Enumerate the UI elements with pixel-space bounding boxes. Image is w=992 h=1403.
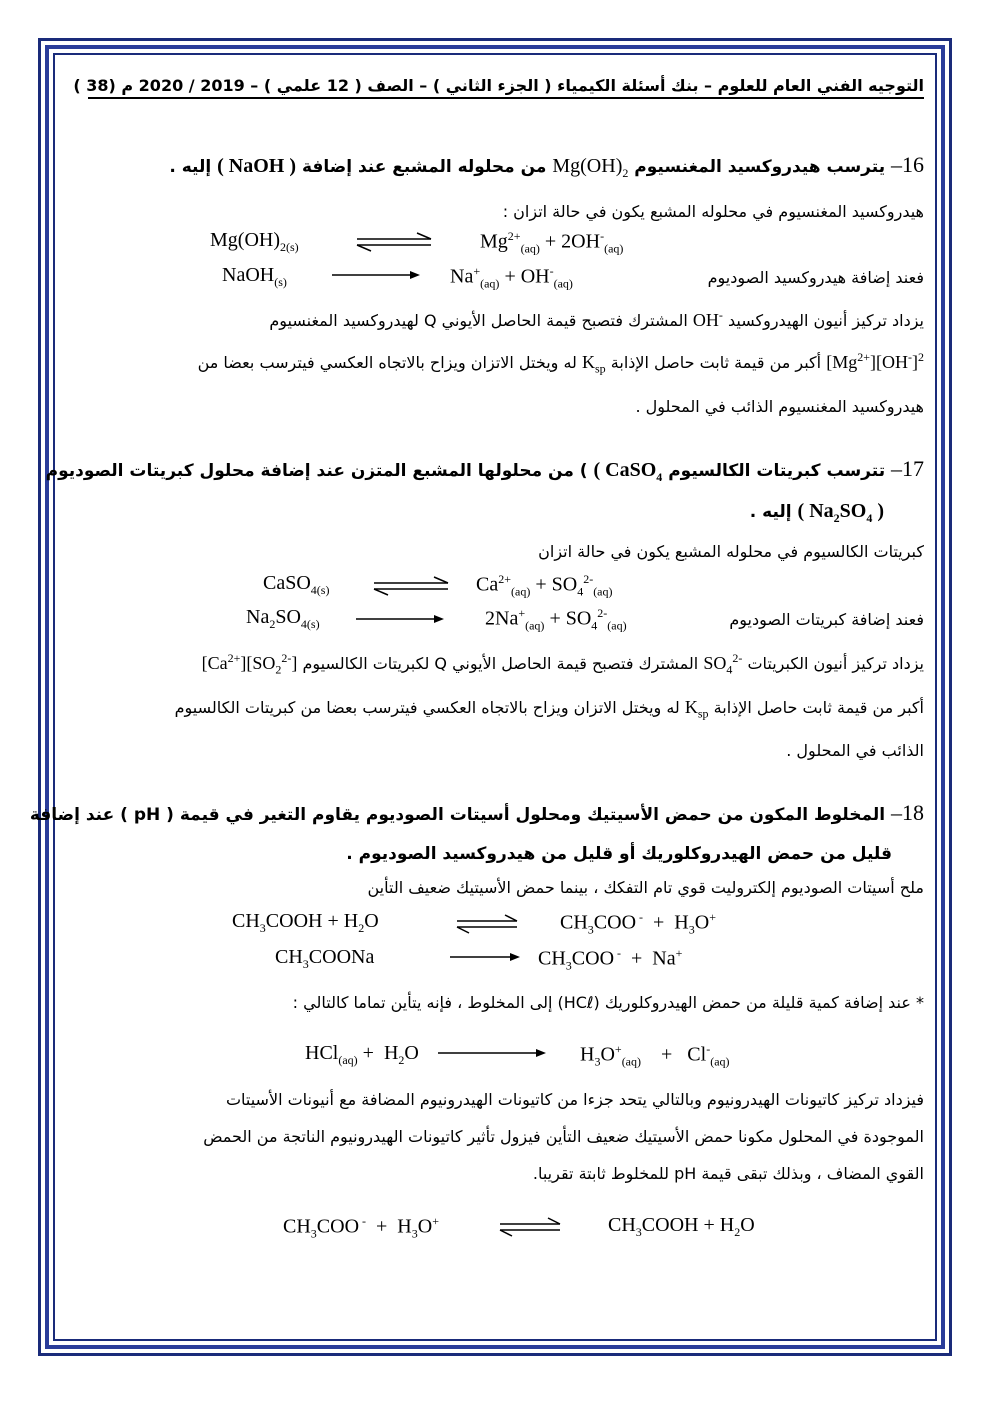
eq-text: COO xyxy=(571,947,615,970)
q16-intro-line: هيدروكسيد المغنسيوم في محلوله المشبع يكون في حالة اتزان : xyxy=(502,202,924,221)
title-part: يترسب هيدروكسيد المغنسيوم xyxy=(634,157,886,177)
eq-text: COOH + H xyxy=(641,1214,735,1236)
title-formula: $Mg(OH)_2$ xyxy=(552,155,629,180)
eq-text: COONa xyxy=(308,946,375,968)
equilibrium-arrow-icon xyxy=(372,576,452,596)
question-number: 17– xyxy=(891,456,924,481)
eq-text: HCl xyxy=(305,1042,339,1064)
q18-eq2-right: $CH_3COO$ - + Na+ xyxy=(538,946,683,973)
q16-eq2-left: NaOH$_{(s)}$ xyxy=(222,264,287,289)
equilibrium-arrow-icon xyxy=(455,914,521,934)
reaction-arrow-icon xyxy=(354,612,446,626)
eq-text: Mg xyxy=(480,230,508,253)
question-18-title-line1 xyxy=(30,800,924,826)
q17-explanation-line3: الذائب في المحلول . xyxy=(786,741,924,761)
q18-explanation xyxy=(72,1081,924,1192)
q18-eq4-left: $CH_3COO$ $^- + H_3O^+$ xyxy=(283,1214,439,1241)
title-reagent: ( NaOH ) xyxy=(217,155,297,177)
reaction-arrow-icon xyxy=(330,268,422,282)
question-number: 18– xyxy=(891,800,924,825)
q17-eq1-right: $Ca^{2+}_{(aq)} + SO_4^{2-}_{(aq)}$ xyxy=(476,572,613,599)
question-number: 16– xyxy=(891,152,924,177)
text: يزداد تركيز أنيون الكبريتات xyxy=(747,654,924,673)
text: له ويختل الاتزان ويزاح بالاتجاه العكسي فيترسب بعضا من كبريتات الكالسيوم xyxy=(174,697,680,717)
q18-eq2-left: $CH_3COONa$ xyxy=(275,946,375,971)
eq-text: Na xyxy=(450,265,474,288)
q17-eq1-left: CaSO$_{4(s)}$ xyxy=(263,572,330,597)
eq-text: 2Na xyxy=(485,607,519,630)
q17-intro-line: كبريتات الكالسيوم في محلوله المشبع يكون في حالة اتزان xyxy=(538,542,924,561)
q18-eq1-right: $CH_3COO$ $^- + H_3O^+$ xyxy=(560,910,716,937)
question-16-title xyxy=(169,152,924,181)
q18-eq3-right: $H_3O^+_{(aq)}$ + $Cl^-_{(aq)}$ xyxy=(580,1042,730,1069)
q18-explanation-line2: الموجودة في المحلول مكونا حمض الأسيتيك ضعيف التأين فيزول تأثير كاتيونات الهيدرونيوم الناتجة من الحمض xyxy=(203,1127,924,1146)
eq-text: Na xyxy=(246,606,270,628)
q17-explanation-line1: يزداد تركيز أنيون الكبريتات $SO_4^{2-}$ المشترك فتصبح قيمة الحاصل الأيوني Q لكبريتات الكالسيوم $[Ca^{2+}][SO_2^{2-}]$ xyxy=(201,651,924,677)
text: أكبر من قيمة ثابت حاصل الإذابة xyxy=(713,697,924,717)
q18-intro-line: ملح أسيتات الصوديوم إلكتروليت قوي تام التفكك ، بينما حمض الأسيتيك ضعيف التأين xyxy=(367,878,924,897)
q16-eq1-left: $Mg(OH)_{2(s)}$ xyxy=(210,229,299,254)
q16-naoh-addition-text: فعند إضافة هيدروكسيد الصوديوم xyxy=(707,268,924,287)
title-formula: ( CaSO$_4$ xyxy=(593,459,663,484)
q16-eq2-right: $Na^+_{(aq)} + OH^-_{(aq)}$ xyxy=(450,264,573,291)
title-part: إليه . xyxy=(749,502,792,522)
eq-text: COOH + H xyxy=(265,910,359,932)
title-part: من محلوله المشبع عند إضافة xyxy=(301,157,547,177)
q17-explanation xyxy=(72,640,924,769)
q18-eq4-right: $CH_3COOH + H_2O$ xyxy=(608,1214,755,1239)
title-part: المخلوط المكون من حمض الأسيتيك ومحلول أسيتات الصوديوم يقاوم التغير في قيمة ( pH ) عند إضافة xyxy=(29,805,886,825)
q18-explanation-line3: القوي المضاف ، وبذلك تبقى قيمة pH للمخلوط ثابتة تقريبا. xyxy=(532,1164,924,1183)
q18-eq1-left: $CH_3COOH + H_2O$ xyxy=(232,910,379,935)
title-part: ) من محلولها المشبع المتزن عند إضافة محلول كبريتات الصوديوم xyxy=(45,461,588,481)
equilibrium-arrow-icon xyxy=(498,1217,564,1237)
q18-eq3-left: $HCl_{(aq)} + H_2O$ xyxy=(305,1042,419,1067)
q16-explanation-line3: هيدروكسيد المغنسيوم الذائب في المحلول . xyxy=(635,396,924,416)
text: له ويختل الاتزان ويزاح بالاتجاه العكسي فيترسب بعضا من xyxy=(197,353,577,372)
q18-hcl-addition-text: * عند إضافة كمية قليلة من حمض الهيدروكلوريك (HCℓ) إلى المخلوط ، فإنه يتأين تماما كالتالي : xyxy=(292,993,924,1012)
title-part: إليه . xyxy=(169,157,212,177)
reaction-arrow-icon xyxy=(448,950,522,964)
q17-eq2-left: $Na_2SO_{4(s)}$ xyxy=(246,606,320,631)
reaction-arrow-icon xyxy=(436,1046,548,1060)
page-header: التوجيه الفني العام للعلوم – بنك أسئلة الكيمياء ( الجزء الثاني ) – الصف ( 12 علمي ) – 2019 / 2020 م (38 ) xyxy=(88,76,924,99)
eq-text: NaOH xyxy=(222,264,275,286)
q16-explanation xyxy=(72,297,924,425)
question-17-title-line1 xyxy=(46,456,924,485)
equilibrium-arrow-icon xyxy=(355,232,435,252)
q17-na2so4-addition-text: فعند إضافة كبريتات الصوديوم xyxy=(729,610,924,629)
eq-text: COO xyxy=(316,1215,360,1238)
title-part: تترسب كبريتات الكالسيوم xyxy=(668,461,886,481)
question-18-title-line2: قليل من حمض الهيدروكلوريك أو قليل من هيدروكسيد الصوديوم . xyxy=(346,844,892,864)
eq-text: H xyxy=(580,1043,595,1066)
question-17-title-line2: ( $Na_2SO_4$ ) إليه . xyxy=(749,500,884,525)
text: أكبر من قيمة ثابت حاصل الإذابة xyxy=(610,353,822,372)
q16-explanation-line1: يزداد تركيز أنيون الهيدروكسيد OH- المشترك فتصبح قيمة الحاصل الأيوني Q لهيدروكسيد المغنسيوم xyxy=(269,308,924,330)
text: يزداد تركيز أنيون الهيدروكسيد xyxy=(727,311,924,330)
eq-text: Ca xyxy=(476,573,499,596)
eq-text: COO xyxy=(593,911,637,934)
q18-explanation-line1: فيزداد تركيز كاتيونات الهيدرونيوم وبالتالي يتحد جزءا من كاتيونات الهيدرونيوم المضافة مع أنيونات الأسيتات xyxy=(225,1090,924,1109)
text: المشترك فتصبح قيمة الحاصل الأيوني Q لكبريتات الكالسيوم xyxy=(302,654,699,673)
q17-eq2-right: $2Na^+_{(aq)} + SO_4^{2-}_{(aq)}$ xyxy=(485,606,627,633)
q16-explanation-line2: $[Mg^{2+}][OH^-]^2$ أكبر من قيمة ثابت حاصل الإذابة $K_{sp}$ له ويختل الاتزان ويزاح بالاتجاه العكسي فيترسب بعضا من xyxy=(197,350,924,376)
eq-text: Mg(OH) xyxy=(210,229,280,251)
q17-explanation-line2: أكبر من قيمة ثابت حاصل الإذابة $K_{sp}$ له ويختل الاتزان ويزاح بالاتجاه العكسي فيترسب بعضا من كبريتات الكالسيوم xyxy=(174,696,924,721)
formula-text: Mg(OH) xyxy=(552,155,623,177)
formula-text: ( CaSO xyxy=(593,459,657,481)
q16-eq1-right: $Mg^{2+}_{(aq)} + 2OH^-_{(aq)}$ xyxy=(480,229,624,256)
eq-text: CaSO xyxy=(263,572,311,594)
text: المشترك فتصبح قيمة الحاصل الأيوني Q لهيدروكسيد المغنسيوم xyxy=(269,311,688,330)
